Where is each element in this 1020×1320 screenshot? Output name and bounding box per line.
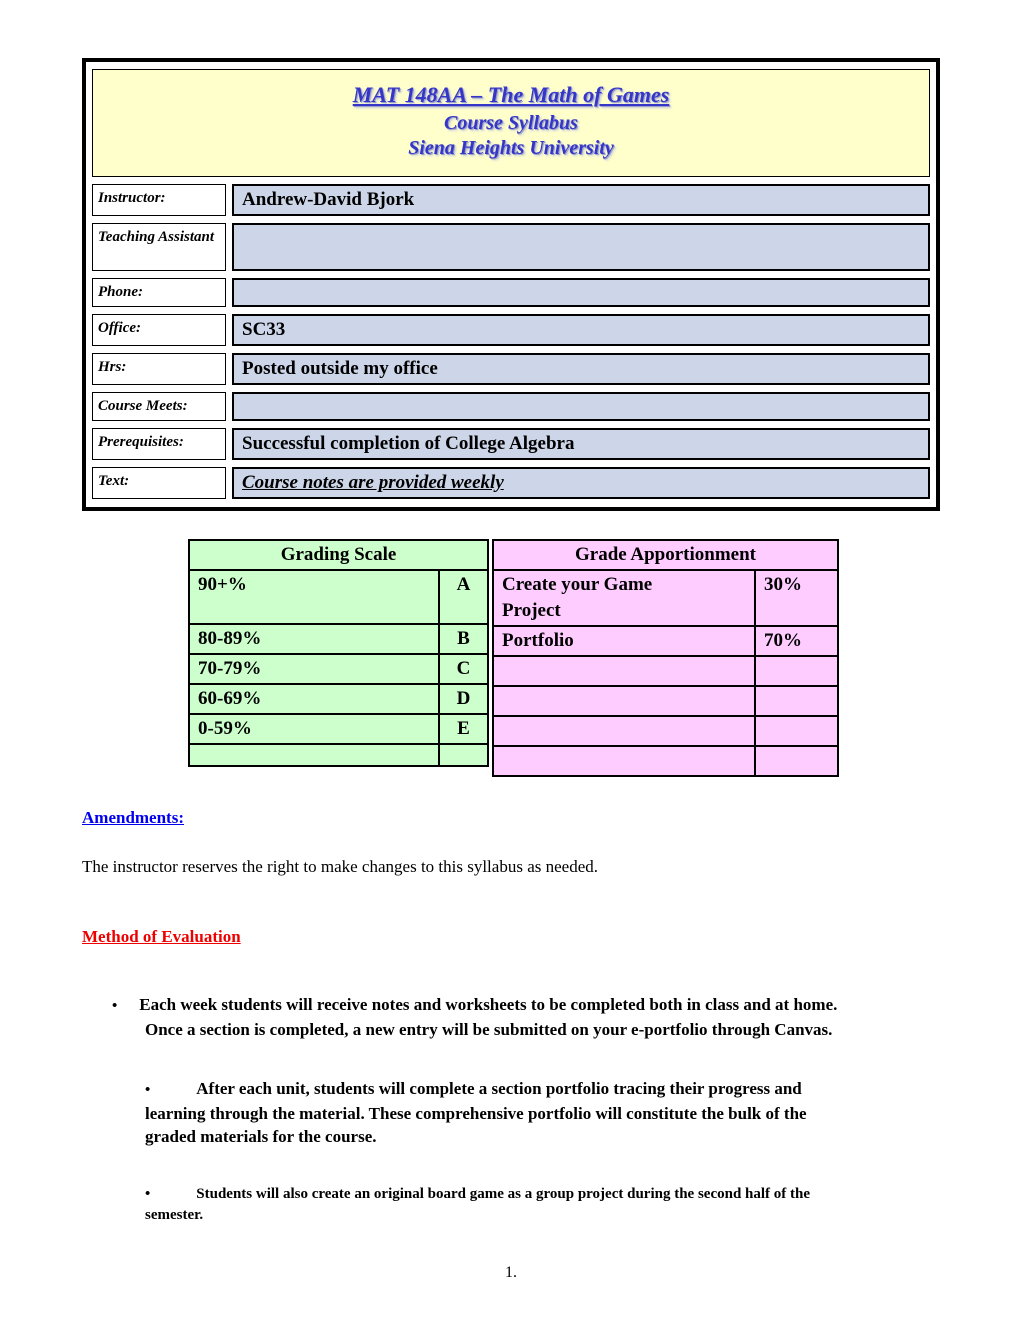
apportion-item (493, 686, 755, 716)
bullet-icon: • (112, 998, 118, 1014)
apportion-item (493, 716, 755, 746)
info-row-prerequisites (92, 428, 930, 460)
grade-range: 0-59% (189, 714, 439, 744)
page-number: 1. (505, 1264, 517, 1281)
office-label: Office: (92, 314, 226, 346)
method-of-evaluation-heading: Method of Evaluation (82, 927, 241, 946)
course-meets-value (232, 392, 930, 421)
grade-range (189, 744, 439, 766)
grading-scale-title: Grading Scale (189, 540, 488, 570)
table-row (189, 654, 488, 684)
grade-range: 70-79% (189, 654, 439, 684)
method-bullet-list (82, 993, 940, 1226)
info-row-hours (92, 353, 930, 385)
hours-value: Posted outside my office (232, 353, 930, 385)
apportion-weight (755, 746, 838, 776)
phone-value (232, 278, 930, 307)
apportion-weight (755, 716, 838, 746)
bullet-text: After each unit, students will complete a section portfolio tracing their progress and learning through the material. These comprehensive portfolio will constitute the bulk of the graded materials for the course. (145, 1079, 807, 1146)
table-row (189, 714, 488, 744)
grading-scale-table (188, 539, 489, 767)
table-row (189, 684, 488, 714)
grade-apportionment-title: Grade Apportionment (493, 540, 838, 570)
grade-letter (439, 744, 488, 766)
bullet-text: Each week students will receive notes and worksheets to be completed both in class and at home. Once a section is completed, a new entry will be submitted on your e-portfolio through Canvas. (139, 995, 838, 1039)
grade-range: 80-89% (189, 624, 439, 654)
grade-range: 90+% (189, 570, 439, 624)
table-row (493, 746, 838, 776)
table-row (189, 570, 488, 624)
table-row (493, 570, 838, 626)
info-row-text (92, 467, 930, 499)
apportion-weight: 30% (755, 570, 838, 626)
apportion-item (493, 746, 755, 776)
table-row (189, 624, 488, 654)
info-row-instructor (92, 184, 930, 216)
table-row (493, 716, 838, 746)
apportion-item: Portfolio (493, 626, 755, 656)
phone-label: Phone: (92, 278, 226, 307)
prerequisites-value: Successful completion of College Algebra (232, 428, 930, 460)
teaching-assistant-label: Teaching Assistant (92, 223, 226, 271)
grade-range: 60-69% (189, 684, 439, 714)
apportion-weight: 70% (755, 626, 838, 656)
course-meets-label: Course Meets: (92, 392, 226, 421)
hours-label: Hrs: (92, 353, 226, 385)
info-row-teaching-assistant (92, 223, 930, 271)
grade-letter: B (439, 624, 488, 654)
bullet-text: Students will also create an original board game as a group project during the second half of the semester. (145, 1186, 811, 1223)
apportion-weight (755, 686, 838, 716)
course-title: MAT 148AA – The Math of Games (352, 82, 670, 107)
course-info-table (82, 58, 940, 511)
info-row-office (92, 314, 930, 346)
grading-section (188, 539, 940, 777)
course-title-banner (92, 69, 930, 177)
university-name: Siena Heights University (408, 137, 614, 159)
text-label: Text: (92, 467, 226, 499)
text-value: Course notes are provided weekly (232, 467, 930, 499)
bullet-icon: • (145, 1186, 151, 1202)
bullet-item (82, 993, 845, 1041)
prerequisites-label: Prerequisites: (92, 428, 226, 460)
grade-apportionment-table (492, 539, 839, 777)
apportion-item (493, 656, 755, 686)
bullet-item (82, 1184, 845, 1226)
instructor-label: Instructor: (92, 184, 226, 216)
apportion-weight (755, 656, 838, 686)
table-row (493, 686, 838, 716)
bullet-item (82, 1077, 845, 1148)
table-row (493, 626, 838, 656)
table-row (189, 744, 488, 766)
course-subtitle: Course Syllabus (444, 112, 578, 134)
info-row-course-meets (92, 392, 930, 421)
apportion-item: Create your Game Project (493, 570, 755, 626)
amendments-body: The instructor reserves the right to make changes to this syllabus as needed. (82, 857, 598, 876)
amendments-heading: Amendments: (82, 808, 184, 827)
grade-letter: D (439, 684, 488, 714)
table-row (493, 656, 838, 686)
bullet-icon: • (145, 1082, 151, 1098)
grade-letter: A (439, 570, 488, 624)
teaching-assistant-value (232, 223, 930, 271)
grade-letter: C (439, 654, 488, 684)
grade-letter: E (439, 714, 488, 744)
office-value: SC33 (232, 314, 930, 346)
instructor-value: Andrew-David Bjork (232, 184, 930, 216)
info-row-phone (92, 278, 930, 307)
